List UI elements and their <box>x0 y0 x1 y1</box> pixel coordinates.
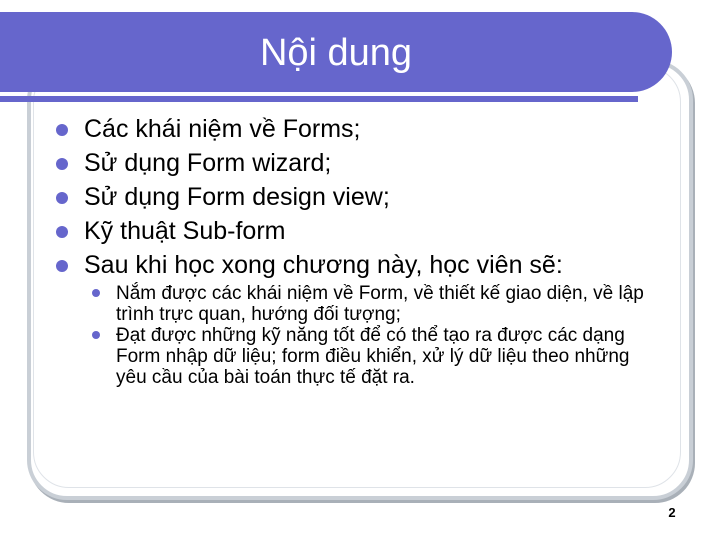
bullet-dot-icon <box>56 192 68 204</box>
bullet-text: Kỹ thuật Sub-form <box>84 217 286 245</box>
bullet-text: Sau khi học xong chương này, học viên sẽ: <box>84 251 563 279</box>
bullet-item <box>56 146 563 180</box>
sub-bullet-item <box>92 325 662 388</box>
sub-bullet-text: Đạt được những kỹ năng tốt để có thể tạo ra được các dạng Form nhập dữ liệu; form điều khiển, xử lý dữ liệu theo những yêu cầu của bài toán thực tế đặt ra. <box>116 325 630 388</box>
sub-bullet-dot-icon <box>92 331 100 339</box>
bullet-dot-icon <box>56 124 68 136</box>
bullet-list <box>56 112 563 282</box>
bullet-dot-icon <box>56 260 68 272</box>
sub-bullet-list <box>92 283 662 388</box>
bullet-dot-icon <box>56 226 68 238</box>
bullet-text: Sử dụng Form design view; <box>84 183 390 211</box>
bullet-dot-icon <box>56 158 68 170</box>
bullet-text: Sử dụng Form wizard; <box>84 149 332 177</box>
bullet-text: Các khái niệm về Forms; <box>84 115 361 143</box>
bullet-item <box>56 248 563 282</box>
slide-title: Nội dung <box>259 32 413 74</box>
page-number: 2 <box>668 505 676 520</box>
sub-bullet-text: Nắm được các khái niệm về Form, về thiết kế giao diện, về lập trình trực quan, hướng đối tượng; <box>116 283 644 325</box>
sub-bullet-dot-icon <box>92 289 100 297</box>
title-underline <box>0 96 638 102</box>
bullet-item <box>56 214 563 248</box>
bullet-item <box>56 112 563 146</box>
sub-bullet-item <box>92 283 662 325</box>
bullet-item <box>56 180 563 214</box>
